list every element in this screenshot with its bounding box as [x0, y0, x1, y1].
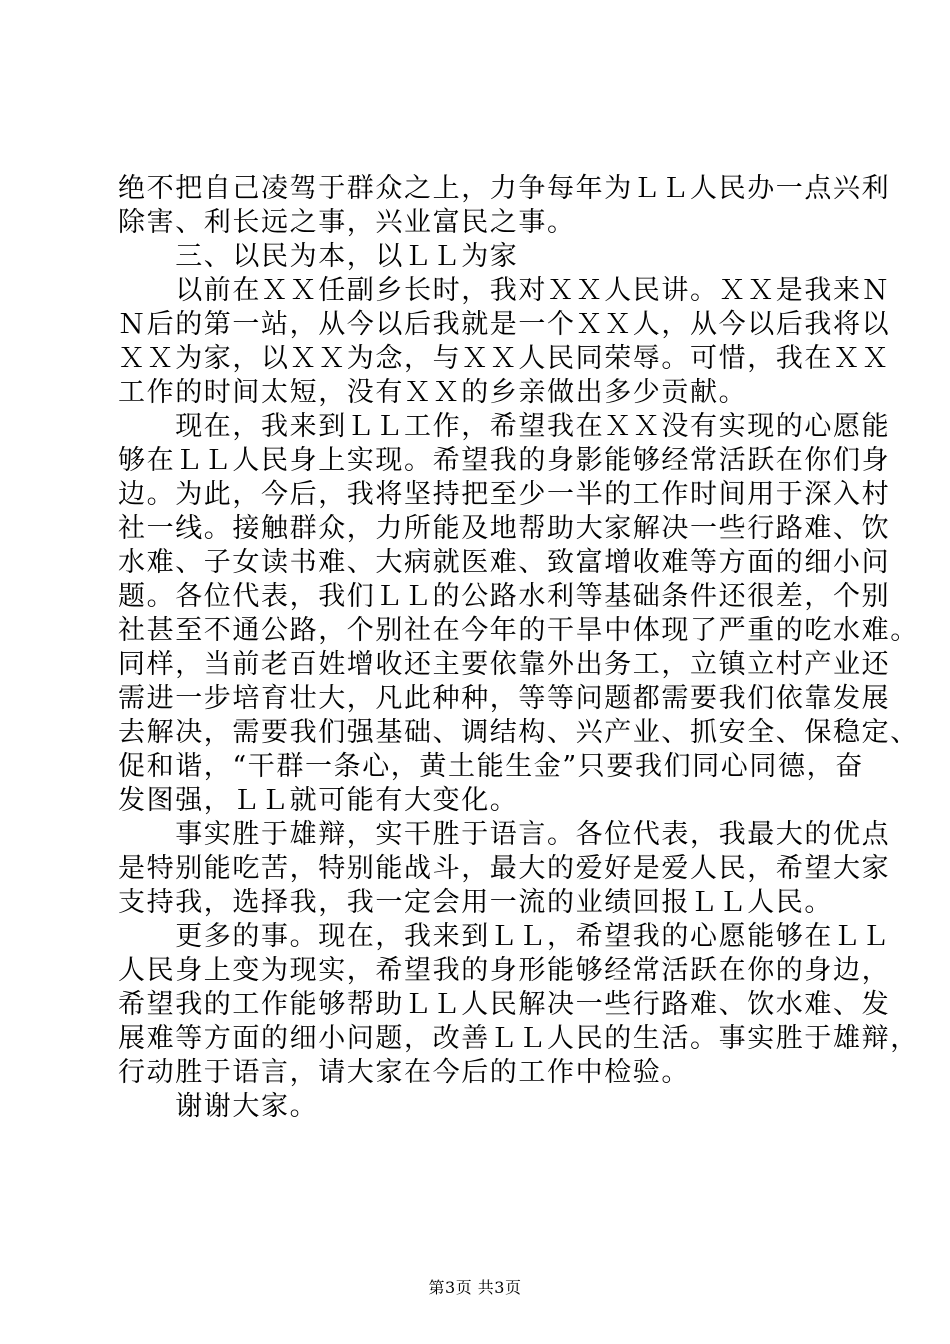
text-line: 行动胜于语言，请大家在今后的工作中检验。 [118, 1057, 690, 1088]
text-line: ＸＸ为家，以ＸＸ为念，与ＸＸ人民同荣辱。可惜，我在ＸＸ [118, 343, 891, 374]
text-line: Ｎ后的第一站，从今以后我就是一个ＸＸ人，从今以后我将以 [118, 309, 891, 340]
text-line: 边。为此，今后，我将坚持把至少一半的工作时间用于深入村 [118, 479, 891, 510]
text-line: 够在ＬＬ人民身上实现。希望我的身影能够经常活跃在你们身 [118, 445, 891, 476]
text-line: 绝不把自己凌驾于群众之上，力争每年为ＬＬ人民办一点兴利 [118, 173, 891, 204]
text-line: 社一线。接触群众，力所能及地帮助大家解决一些行路难、饮 [118, 513, 891, 544]
text-line: 去解决，需要我们强基础、调结构、兴产业、抓安全、保稳定、 [118, 717, 919, 748]
text-line: 现在，我来到ＬＬ工作，希望我在ＸＸ没有实现的心愿能 [118, 411, 891, 442]
text-line: 同样，当前老百姓增收还主要依靠外出务工，立镇立村产业还 [118, 649, 891, 680]
text-line: 人民身上变为现实，希望我的身形能够经常活跃在你的身边， [118, 955, 891, 986]
page-number-footer: 第3页 共3页 [428, 1278, 522, 1297]
text-line: 是特别能吃苦，特别能战斗，最大的爱好是爱人民，希望大家 [118, 853, 891, 884]
text-line: 需进一步培育壮大，凡此种种，等等问题都需要我们依靠发展 [118, 683, 891, 714]
text-line: 以前在ＸＸ任副乡长时，我对ＸＸ人民讲。ＸＸ是我来Ｎ [118, 275, 891, 306]
text-line: 希望我的工作能够帮助ＬＬ人民解决一些行路难、饮水难、发 [118, 989, 891, 1020]
text-line: 除害、利长远之事，兴业富民之事。 [118, 207, 576, 238]
text-line: 更多的事。现在，我来到ＬＬ，希望我的心愿能够在ＬＬ [118, 921, 891, 952]
text-line: 事实胜于雄辩，实干胜于语言。各位代表，我最大的优点 [118, 819, 891, 850]
text-line: 支持我，选择我，我一定会用一流的业绩回报ＬＬ人民。 [118, 887, 833, 918]
closing-line: 谢谢大家。 [118, 1091, 319, 1122]
text-line: 题。各位代表，我们ＬＬ的公路水利等基础条件还很差，个别 [118, 581, 891, 612]
text-line: 社甚至不通公路，个别社在今年的干旱中体现了严重的吃水难。 [118, 615, 919, 646]
text-line: 促和谐，“干群一条心，黄土能生金”只要我们同心同德，奋 [118, 751, 864, 782]
text-line: 发图强，ＬＬ就可能有大变化。 [118, 785, 519, 816]
text-line: 水难、子女读书难、大病就医难、致富增收难等方面的细小问 [118, 547, 891, 578]
text-line: 展难等方面的细小问题，改善ＬＬ人民的生活。事实胜于雄辩， [118, 1023, 919, 1054]
text-line: 工作的时间太短，没有ＸＸ的乡亲做出多少贡献。 [118, 377, 748, 408]
section-heading: 三、以民为本，以ＬＬ为家 [118, 241, 519, 272]
